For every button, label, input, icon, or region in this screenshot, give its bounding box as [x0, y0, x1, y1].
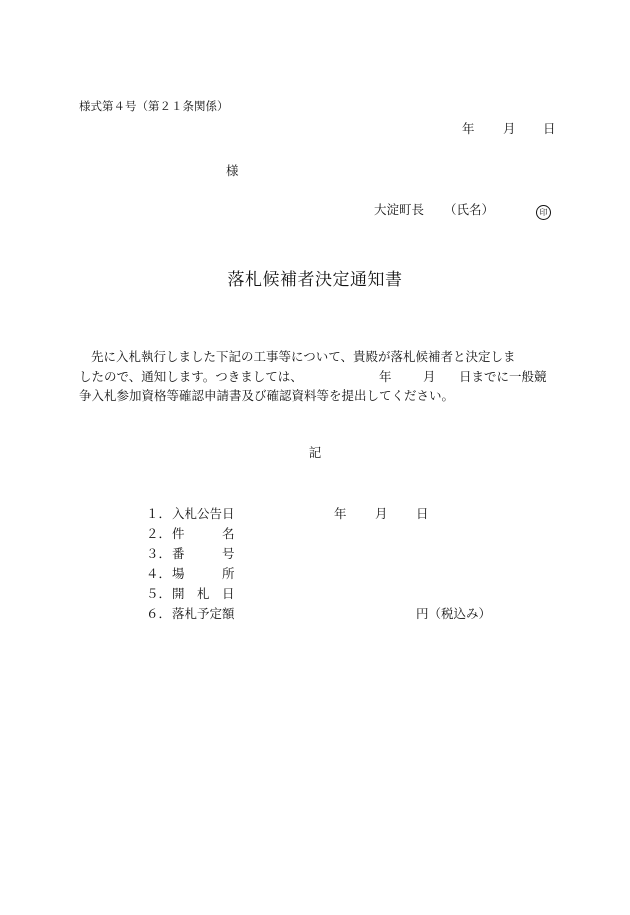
item-list — [0, 508, 630, 628]
notice-line-1 — [79, 347, 559, 367]
notice-line-2 — [79, 367, 559, 387]
item-label: 場 所 — [172, 566, 235, 581]
list-item — [0, 568, 630, 588]
deadline-month: 月 — [423, 368, 436, 384]
item-number: ３． — [146, 546, 172, 561]
issue-date-year: 年 — [462, 121, 475, 136]
item-number: ５． — [146, 586, 172, 601]
notice-line-3-text: 争入札参加資格等確認申請書及び確認資料等を提出してください。 — [79, 388, 455, 403]
list-item — [0, 508, 630, 528]
issue-date-day: 日 — [543, 121, 556, 136]
item-number: １． — [146, 506, 172, 521]
item-label: 件 名 — [172, 526, 235, 541]
issue-date-month: 月 — [503, 121, 516, 136]
document-title: 落札候補者決定通知書 — [227, 270, 403, 290]
item-year: 年 — [334, 506, 347, 521]
list-item — [0, 608, 630, 628]
sender-block — [0, 204, 630, 220]
sender-title: 大淀町長 — [374, 202, 425, 217]
item-number: ４． — [146, 566, 172, 581]
notice-body — [79, 347, 559, 406]
addressee-honorific: 様 — [226, 163, 239, 178]
item-number: ６． — [146, 606, 172, 621]
item-number: ２． — [146, 526, 172, 541]
sender-name-label: （氏名） — [444, 202, 495, 217]
item-month: 月 — [375, 506, 388, 521]
notice-line-2-end: 日までに一般競 — [459, 368, 547, 384]
notice-line-2-text: したので、通知します。つきましては、 — [79, 368, 303, 384]
issue-date — [0, 123, 630, 137]
seal-icon: 印 — [536, 205, 551, 220]
item-label: 開 札 日 — [172, 586, 235, 601]
item-label: 番 号 — [172, 546, 235, 561]
list-item — [0, 588, 630, 608]
item-label: 落札予定額 — [172, 606, 235, 621]
ki-heading: 記 — [308, 445, 322, 460]
form-code: 様式第４号（第２１条関係） — [79, 99, 229, 113]
item-value: 円（税込み） — [416, 606, 492, 621]
list-item — [0, 528, 630, 548]
deadline-year: 年 — [379, 368, 392, 384]
notice-line-1-text: 先に入札執行しました下記の工事等について、貴殿が落札候補者と決定しま — [91, 349, 516, 364]
notice-line-3 — [79, 386, 559, 406]
list-item — [0, 548, 630, 568]
item-label: 入札公告日 — [172, 506, 235, 521]
item-day: 日 — [416, 506, 429, 521]
